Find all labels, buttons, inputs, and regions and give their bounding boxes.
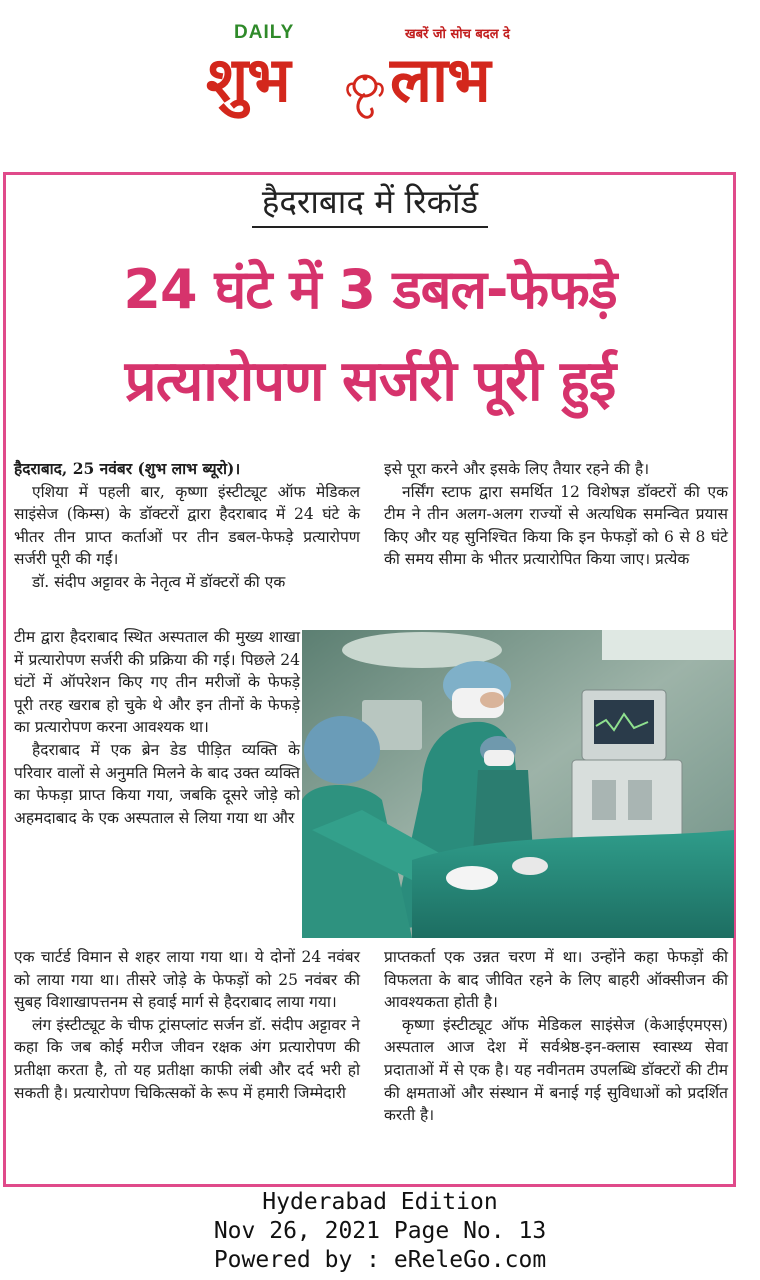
article-column-left-top [14,458,360,594]
article-paragraph: नर्सिंग स्टाफ द्वारा समर्थित 12 विशेषज्ञ डॉक्टरों की एक टीम ने तीन अलग-अलग राज्यों से अत्यधिक समन्वित प्रयास किए और यह सुनिश्चित किया कि इन फेफड़ों को 6 से 8 घंटे की समय सीमा के भीतर प्रत्यारोपित किया जाए। प्रत्येक [384,482,728,569]
article-dateline: हैदराबाद, 25 नवंबर (शुभ लाभ ब्यूरो)। [14,459,241,478]
article-column-right-bottom [384,946,728,1127]
footer-powered-by: Powered by : eReleGo.com [213,1247,547,1273]
headline-line-2: प्रत्यारोपण सर्जरी पूरी हुई [124,349,616,414]
article-paragraph: हैदराबाद में एक ब्रेन डेड पीड़ित व्यक्ति के परिवार वालों से अनुमति मिलने के बाद उक्त व्यक्ति का फेफड़ा प्राप्त किया गया, जबकि दूसरे जोड़े को अहमदाबाद के एक अस्पताल से लिया गया था और [14,740,300,827]
article-column-right-top [384,458,728,571]
article-column-left-bottom [14,946,360,1104]
article-kicker [0,178,740,228]
footer-date-page: Nov 26, 2021 Page No. 13 [213,1218,547,1244]
surgery-photo-illustration [302,630,734,938]
footer-edition: Hyderabad Edition [262,1189,498,1215]
article-paragraph: कृष्णा इंस्टीट्यूट ऑफ मेडिकल साइंसेज (केआईएमएस) अस्पताल आज देश में सर्वश्रेष्ठ-इन-क्लास स्वास्थ्य सेवा प्रदाताओं में से एक है। यह नवीनतम उपलब्धि डॉक्टरों की टीम की क्षमताओं और संस्थान में बनाई गई सुविधाओं को प्रदर्शित करती है। [384,1015,728,1125]
article-paragraph: टीम द्वारा हैदराबाद स्थित अस्पताल की मुख्य शाखा में प्रत्यारोपण सर्जरी की प्रक्रिया की गई। पिछले 24 घंटों में ऑपरेशन किए गए तीन मरीजों के फेफड़े पूरी तरह खराब हो चुके थे और इन तीनों के फेफड़े का प्रत्यारोपण करना आवश्यक था। [14,628,300,737]
ganesha-emblem-icon [343,70,387,120]
article-paragraph: इसे पूरा करने और इसके लिए तैयार रहने की है। [384,460,650,478]
article-paragraph: डॉ. संदीप अट्टावर के नेतृत्व में डॉक्टरों की एक [32,572,286,591]
surgery-photo [302,630,734,938]
article-column-left-narrow [14,626,300,829]
masthead-name-right: लाभ [390,43,490,116]
masthead-tagline: खबरें जो सोच बदल दे [405,27,510,42]
headline-line-1: 24 घंटे में 3 डबल-फेफड़े [123,258,617,321]
article-paragraph: लंग इंस्टीट्यूट के चीफ ट्रांसप्लांट सर्जन डॉ. संदीप अट्टावर ने कहा कि जब कोई मरीज जीवन रक्षक अंग प्रत्यारोपण की प्रतीक्षा करता है, तो यह प्रतीक्षा काफी लंबी और दर्द भरी हो सकती है। प्रत्यारोपण चिकित्सकों के रूप में हमारी जिम्मेदारी [14,1015,360,1102]
masthead-name-left: शुभ [206,43,290,116]
page-footer [0,1188,760,1275]
masthead [200,18,560,138]
article-paragraph: एक चार्टर्ड विमान से शहर लाया गया था। ये दोनों 24 नवंबर को लाया गया था। तीसरे जोड़े के फेफड़ों को 25 नवंबर की सुबह विशाखापत्तनम से हवाई मार्ग से हैदराबाद लाया गया। [14,948,360,1012]
kicker-text: हैदराबाद में रिकॉर्ड [252,178,488,228]
article-paragraph: प्राप्तकर्ता एक उन्नत चरण में था। उन्होंने कहा फेफड़ों की विफलता के बाद जीवित रहने के लिए बाहरी ऑक्सीजन की आवश्यकता होती है। [384,948,728,1012]
masthead-daily: DAILY [234,22,295,43]
article-paragraph: एशिया में पहली बार, कृष्णा इंस्टीट्यूट ऑफ मेडिकल साइंसेज (किम्स) के डॉक्टरों द्वारा हैदराबाद में 24 घंटे के भीतर तीन प्राप्त कर्ताओं पर तीन डबल-फेफड़े प्रत्यारोपण सर्जरी पूरी की गईं। [14,482,360,569]
